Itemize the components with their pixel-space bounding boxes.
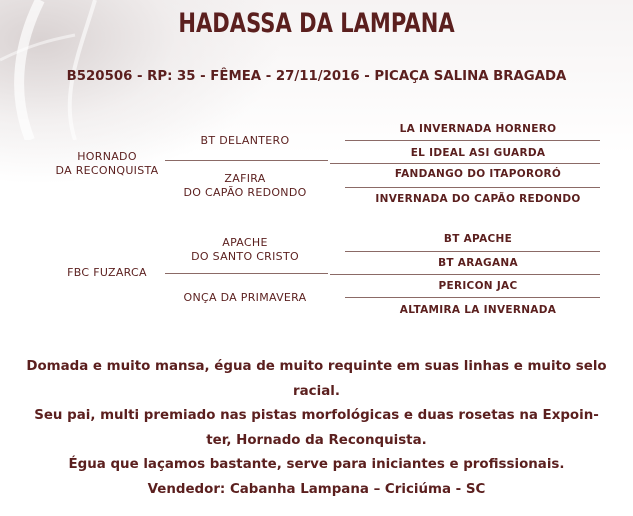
horse-name-title: HADASSA DA LAMPANA bbox=[178, 8, 455, 39]
pedigree-line bbox=[330, 274, 600, 275]
pedigree-line bbox=[345, 297, 600, 298]
description-line: Domada e muito mansa, égua de muito requinte em suas linhas e muito selo bbox=[26, 359, 607, 374]
great-grandparent-5: BT APACHE bbox=[443, 233, 513, 245]
paternal-granddam-line1: ZAFIRA bbox=[224, 172, 266, 185]
registration-info: B520506 - RP: 35 - FÊMEA - 27/11/2016 - PICAÇA SALINA BRAGADA bbox=[66, 69, 567, 84]
pedigree-line bbox=[165, 273, 328, 274]
pedigree-line bbox=[330, 163, 600, 164]
great-grandparent-6: BT ARAGANA bbox=[438, 257, 518, 269]
horse-description bbox=[8, 355, 625, 502]
great-grandparent-2: EL IDEAL ASI GUARDA bbox=[410, 147, 546, 159]
great-grandparent-1: LA INVERNADA HORNERO bbox=[399, 123, 557, 135]
pedigree-line bbox=[345, 251, 600, 252]
great-grandparent-7: PERICON JAC bbox=[438, 280, 518, 292]
description-line: Égua que laçamos bastante, serve para iniciantes e profissionais. bbox=[68, 457, 565, 472]
sire-name bbox=[26, 150, 188, 178]
description-line: racial. bbox=[293, 383, 340, 399]
description-line: Seu pai, multi premiado nas pistas morfológicas e duas rosetas na Expoin- bbox=[34, 408, 599, 423]
maternal-granddam-name: ONÇA DA PRIMAVERA bbox=[183, 291, 307, 304]
great-grandparent-3: FANDANGO DO ITAPORORÓ bbox=[394, 168, 562, 180]
seller-info: Vendedor: Cabanha Lampana – Criciúma - SC bbox=[147, 481, 486, 497]
paternal-granddam-line2: DO CAPÃO REDONDO bbox=[183, 186, 307, 199]
dam-name: FBC FUZARCA bbox=[67, 266, 147, 279]
pedigree-line bbox=[165, 160, 328, 161]
paternal-grandsire-name: BT DELANTERO bbox=[200, 134, 290, 147]
paternal-granddam-name bbox=[172, 172, 318, 200]
description-line: ter, Hornado da Reconquista. bbox=[206, 432, 427, 448]
maternal-grandsire-name bbox=[172, 236, 318, 264]
great-grandparent-4: INVERNADA DO CAPÃO REDONDO bbox=[375, 193, 581, 205]
sire-name-line2: DA RECONQUISTA bbox=[55, 164, 159, 177]
maternal-grandsire-line2: DO SANTO CRISTO bbox=[191, 250, 299, 263]
pedigree-line bbox=[345, 140, 600, 141]
great-grandparent-8: ALTAMIRA LA INVERNADA bbox=[399, 304, 557, 316]
pedigree-line bbox=[345, 187, 600, 188]
maternal-grandsire-line1: APACHE bbox=[222, 236, 268, 249]
sire-name-line1: HORNADO bbox=[77, 150, 137, 163]
